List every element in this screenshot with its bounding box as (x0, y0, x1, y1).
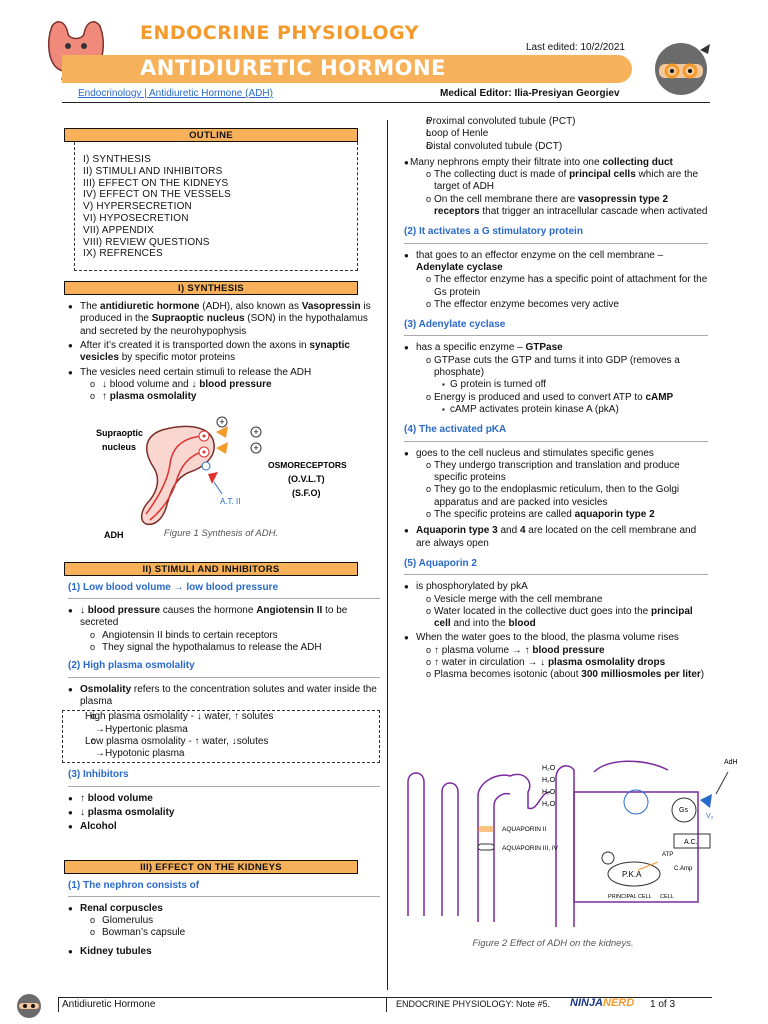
figure2-v2: V₂ (706, 813, 714, 820)
inhibitor-item: ● ↓ plasma osmolality (62, 807, 380, 819)
page-number: 1 of 3 (650, 999, 676, 1010)
kidney-subbullet: o The specific proteins are called aquaporin type 2 (398, 509, 708, 521)
outline-item[interactable]: I) SYNTHESIS (83, 154, 151, 165)
figure-2-caption: Figure 2 Effect of ADH on the kidneys. (472, 938, 634, 949)
stimuli-subbullet: o Angiotensin II binds to certain receptors (62, 630, 380, 642)
breadcrumb-link[interactable]: Endocrinology | Antidiuretic Hormone (ADH) (78, 88, 273, 99)
stimuli-subbullet: o They signal the hypothalamus to release the ADH (62, 642, 380, 654)
subheading-underline (68, 598, 380, 599)
figure-label-adh: ADH (104, 529, 124, 538)
subheading-underline (404, 441, 708, 442)
outline-item[interactable]: III) EFFECT ON THE KIDNEYS (83, 177, 229, 189)
document-title: ANTIDIURETIC HORMONE (140, 56, 446, 80)
plus-sign: + (253, 442, 259, 453)
stimuli-bullet: ● ↓ blood pressure causes the hormone Angiotensin II to be secreted (62, 605, 380, 630)
subheading-low-volume: (1) Low blood volume → low blood pressure (68, 581, 279, 593)
subheading-underline (68, 786, 380, 787)
figure2-atp: ATP (662, 852, 674, 858)
tubule-subbullet: o Distal convoluted tubule (DCT) (398, 141, 708, 153)
synthesis-bullet: ● The vesicles need certain stimuli to release the ADH (62, 367, 380, 379)
left-column (62, 118, 380, 958)
kidney-bullet: ● that goes to an effector enzyme on the cell membrane – Adenylate cyclase (398, 250, 708, 275)
nephron-subbullet: o Glomerulus (62, 915, 380, 927)
adh-synthesis-figure (62, 408, 372, 538)
kidney-subbullet: o GTPase cuts the GTP and turns it into GDP (removes a phosphate) (398, 355, 708, 380)
kidney-subsubbullet: ▪ G protein is turned off (398, 379, 708, 391)
stimuli-arrow-line: →Hypotonic plasma (95, 748, 185, 760)
subheading-underline (404, 243, 708, 244)
subheading-adenylate-cyclase: (3) Adenylate cyclase (404, 319, 506, 331)
kidney-subbullet: o Energy is produced and used to convert ATP to cAMP (398, 392, 708, 404)
outline-item[interactable]: IV) EFFECT ON THE VESSELS (83, 189, 231, 201)
stimuli-arrow-line: →Hypertonic plasma (95, 723, 188, 735)
stimuli-heading: II) STIMULI AND INHIBITORS (64, 562, 358, 576)
subheading-nephron: (1) The nephron consists of (68, 879, 200, 891)
figure-label-ovlt: (O.V.L.T) (288, 473, 325, 484)
subheading-underline (68, 677, 380, 678)
ninja-footer-icon (12, 990, 46, 1020)
right-column (398, 116, 708, 682)
kidney-bullet: ● When the water goes to the blood, the plasma volume rises (398, 632, 708, 644)
outline-item[interactable]: IX) REFRENCES (83, 248, 163, 260)
footer-divider (58, 997, 388, 998)
kidney-subbullet: o Vesicle merge with the cell membrane (398, 594, 708, 606)
figure-1-caption: Figure 1 Synthesis of ADH. (163, 527, 279, 539)
outline-item[interactable]: VI) HYPOSECRETION (83, 212, 189, 224)
kidney-subbullet: o Plasma becomes isotonic (about 300 milliosmoles per liter) (398, 669, 708, 681)
kidney-bullet: ● Many nephrons empty their filtrate into one collecting duct (398, 157, 708, 169)
figure-label-osmoreceptors: OSMORECEPTORS (268, 459, 347, 470)
kidney-subbullet: o Water located in the collective duct goes into the principal cell and into the blood (398, 606, 708, 631)
plus-sign: + (253, 426, 259, 437)
footer-note: ENDOCRINE PHYSIOLOGY: Note #5. (396, 999, 551, 1009)
kidney-subbullet: o The effector enzyme becomes very active (398, 299, 708, 311)
stimuli-subbullet: o High plasma osmolality - ↓ water, ↑ solutes (63, 711, 379, 723)
footer-topic: Antidiuretic Hormone (62, 999, 156, 1010)
tubule-subbullet: o Proximal convoluted tubule (PCT) (398, 116, 708, 128)
figure2-h2o: H₂O (542, 789, 556, 796)
outline-item[interactable]: II) STIMULI AND INHIBITORS (83, 165, 223, 177)
synthesis-subbullet: o ↓ blood volume and ↓ blood pressure (62, 379, 380, 391)
figure2-aquaporin34: AQUAPORIN III, IV (502, 845, 558, 852)
figure2-h2o: H₂O (542, 777, 556, 784)
synthesis-bullet: ● The antidiuretic hormone (ADH), also known as Vasopressin is produced in the Supraoptic nucleus (SON) in the hypothalamus and secreted by the neurohypophysis (62, 301, 380, 338)
outline-item[interactable]: V) HYPERSECRETION (83, 201, 192, 213)
header-divider (62, 102, 710, 103)
kidney-bullet: ● goes to the cell nucleus and stimulates specific genes (398, 448, 708, 460)
synthesis-heading: I) SYNTHESIS (64, 281, 358, 295)
kidney-subbullet: o The collecting duct is made of principal cells which are the target of ADH (398, 169, 708, 194)
figure2-camp: C.Amp (674, 866, 693, 872)
tubule-subbullet: o Loop of Henle (398, 128, 708, 140)
figure2-ac: A.C. (684, 839, 698, 846)
subheading-underline (404, 335, 708, 336)
kidney-subbullet: o They go to the endoplasmic reticulum, then to the Golgi apparatus and are packed into vesicles (398, 484, 708, 509)
figure2-h2o: H₂O (542, 801, 556, 808)
outline-heading: OUTLINE (64, 128, 358, 142)
subheading-g-protein: (2) It activates a G stimulatory protein (404, 226, 583, 238)
subheading-inhibitors: (3) Inhibitors (68, 769, 129, 781)
footer-separator (58, 998, 59, 1012)
subheading-underline (404, 574, 708, 575)
footer-separator (386, 998, 387, 1012)
nephron-subbullet: o Bowman’s capsule (62, 927, 380, 939)
figure2-h2o: H₂O (542, 765, 556, 772)
kidney-subsubbullet: ▪ cAMP activates protein kinase A (pkA) (398, 404, 708, 416)
medical-editor: Medical Editor: Ilia-Presiyan Georgiev (440, 88, 620, 99)
figure-label-at2: A.T. II (220, 496, 241, 506)
synthesis-subbullet: o ↑ plasma osmolality (62, 391, 380, 403)
figure2-gs: Gs (679, 807, 688, 814)
figure2-cell: CELL (660, 894, 674, 900)
subheading-underline (68, 896, 380, 897)
footer-divider (386, 997, 712, 998)
column-divider (387, 120, 388, 990)
figure-label-nucleus: nucleus (102, 441, 137, 452)
kidney-bullet: ● is phosphorylated by pkA (398, 581, 708, 593)
subheading-pka: (4) The activated pKA (404, 424, 507, 436)
stimuli-bullet: ● Osmolality refers to the concentration solutes and water inside the plasma (62, 684, 380, 709)
inhibitor-item: ● Alcohol (62, 821, 380, 833)
kidneys-heading: III) EFFECT ON THE KIDNEYS (64, 860, 358, 874)
figure2-adh: AdH (724, 759, 738, 766)
stimuli-subbullet: o Low plasma osmolality - ↑ water, ↓solutes (63, 736, 379, 748)
kidney-bullet: ● has a specific enzyme – GTPase (398, 342, 708, 354)
last-edited-date: Last edited: 10/2/2021 (526, 42, 625, 53)
outline-item[interactable]: VIII) REVIEW QUESTIONS (83, 236, 210, 248)
nephron-bullet: ● Kidney tubules (62, 946, 380, 958)
ninja-mascot-icon (650, 36, 712, 98)
kidney-subbullet: o ↑ water in circulation → ↓ plasma osmolality drops (398, 657, 708, 669)
figure2-aquaporin2: AQUAPORIN II (502, 826, 547, 833)
osmolality-box (62, 710, 380, 763)
kidney-subbullet: o ↑ plasma volume → ↑ blood pressure (398, 645, 708, 657)
figure-label-son: Supraoptic (96, 427, 144, 438)
subheading-osmolality: (2) High plasma osmolality (68, 660, 195, 672)
synthesis-bullet: ● After it’s created it is transported down the axons in synaptic vesicles by specific motor proteins (62, 340, 380, 365)
kidney-subbullet: o The effector enzyme has a specific point of attachment for the Gs protein (398, 274, 708, 299)
document-subject: ENDOCRINE PHYSIOLOGY (140, 22, 419, 44)
inhibitor-item: ● ↑ blood volume (62, 793, 380, 805)
kidney-subbullet: o On the cell membrane there are vasopressin type 2 receptors that trigger an intracellular cascade when activated (398, 194, 708, 219)
outline-list (74, 142, 358, 271)
nephron-bullet: ● Renal corpuscles (62, 903, 380, 915)
footer-brand-logo: NINJANERD (570, 997, 635, 1009)
plus-sign: + (219, 416, 225, 427)
subheading-aquaporin2: (5) Aquaporin 2 (404, 557, 477, 569)
figure2-pka: P.K.A (622, 870, 642, 879)
figure-label-sfo: (S.F.O) (292, 487, 321, 498)
kidney-bullet: ● Aquaporin type 3 and 4 are located on the cell membrane and are always open (398, 525, 708, 550)
adh-kidney-figure (398, 752, 768, 932)
outline-item[interactable]: VII) APPENDIX (83, 224, 154, 236)
kidney-subbullet: o They undergo transcription and translation and produce specific proteins (398, 460, 708, 485)
figure2-principal-cell: PRINCIPAL CELL (608, 894, 652, 900)
